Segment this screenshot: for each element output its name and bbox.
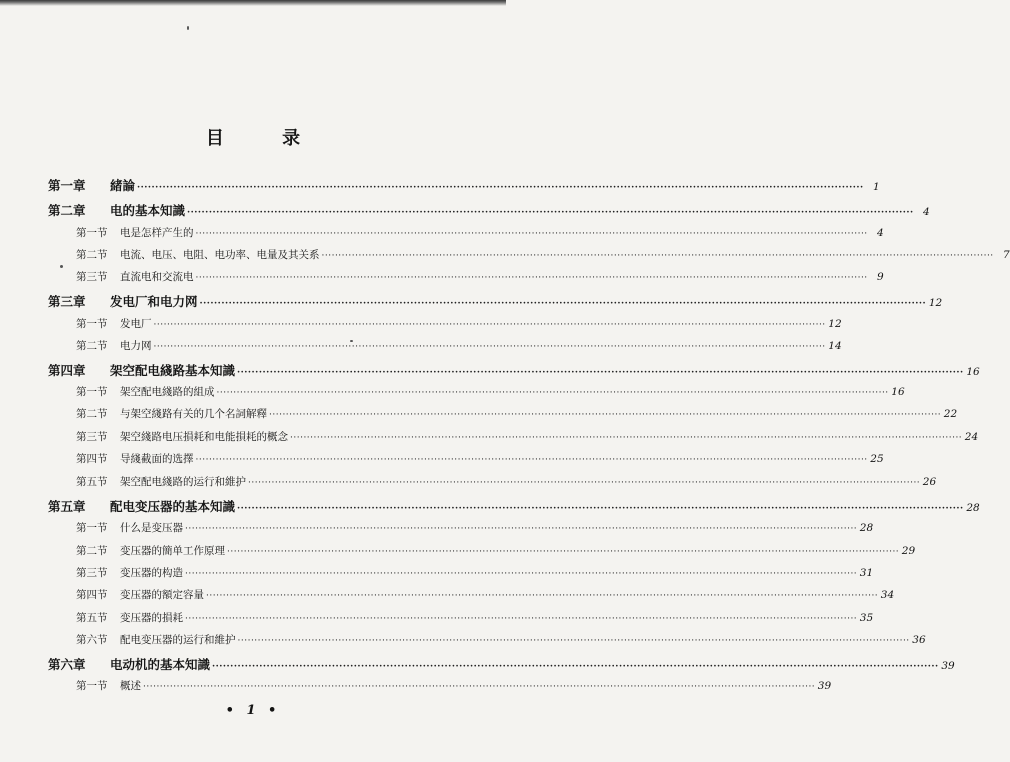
dot-leader: ········································································································································································································ [227, 547, 900, 557]
toc-entry-label: 架空綫路电压損耗和电能損耗的概念 [120, 431, 288, 443]
toc-entry-label: 架空配电綫路的运行和維护 [120, 476, 246, 488]
dot-leader: ········································································································································································································ [143, 682, 816, 692]
dot-leader: ········································································································································································································ [237, 636, 910, 646]
toc-section-row [76, 610, 874, 625]
toc-section-row [76, 225, 884, 240]
toc-page-number: 31 [859, 567, 874, 579]
toc-page-number: 36 [912, 634, 926, 646]
toc-entry-number: 第三节 [76, 567, 108, 579]
toc-entry-label: 电力网 [120, 340, 152, 352]
toc-page-number: 24 [964, 431, 979, 443]
toc-entry-label: 电动机的基本知識 [110, 657, 211, 672]
toc-section-row [76, 520, 874, 535]
toc-section-row [76, 384, 905, 399]
toc-entry-number: 第五节 [76, 612, 108, 624]
toc-page-number: 39 [817, 680, 832, 692]
toc-section-row [76, 543, 916, 558]
toc-entry-label: 架空配电綫路基本知識 [110, 363, 236, 378]
folio-number: 1 [246, 703, 260, 718]
toc-page-number: 12 [928, 297, 943, 309]
toc-page-number: 22 [943, 408, 958, 420]
toc-entry-number: 第二节 [76, 408, 108, 420]
toc-entry-label: 变压器的損耗 [120, 612, 183, 624]
dot-leader: ········································································································································································································ [248, 478, 921, 488]
toc-entry-number: 第四节 [76, 589, 108, 601]
toc-entry-number: 第二节 [76, 249, 108, 261]
toc-entry-label: 导綫截面的选擇 [120, 453, 194, 465]
folio-mark-right: • [259, 703, 281, 718]
toc-page-number: 26 [922, 476, 937, 488]
toc-page-number: 12 [828, 318, 842, 330]
toc-entry-label: 变压器的額定容量 [120, 589, 204, 601]
toc-page-number: 28 [966, 502, 980, 514]
page-number [0, 703, 506, 718]
page-title: 目 录 [205, 128, 327, 149]
toc-entry-number: 第一节 [76, 522, 108, 534]
dot-leader: ········································································································································································································ [321, 251, 994, 261]
toc-entry-number: 第一节 [76, 318, 108, 330]
folio-mark-left: • [225, 703, 247, 718]
toc-page-number: 4 [923, 206, 930, 218]
toc-page-number: 16 [891, 386, 905, 398]
toc-section-row [76, 247, 1010, 262]
toc-section-row [76, 451, 884, 466]
toc-entry-label: 与架空綫路有关的几个名詞解釋 [120, 408, 267, 420]
toc-entry-number: 第二节 [76, 545, 108, 557]
toc-page-number: 14 [828, 340, 842, 352]
toc-chapter-row [48, 497, 980, 515]
toc-entry-number: 第五节 [76, 476, 108, 488]
toc-entry-number: 第一节 [76, 227, 108, 239]
toc-entry-number: 第三节 [76, 271, 108, 283]
toc-page-number: 7 [1002, 249, 1010, 261]
toc-entry-number: 第三章 [48, 294, 86, 309]
dot-leader: ········································································································································································································ [237, 368, 964, 378]
toc-entry-label: 变压器的构造 [120, 567, 183, 579]
toc-entry-number: 第二章 [48, 203, 86, 218]
dot-leader: ········································································································································································································ [153, 342, 826, 352]
toc-page-number: 1 [873, 181, 880, 193]
dot-leader: ········································································································································································································ [185, 569, 858, 579]
toc-entry-number: 第四节 [76, 453, 108, 465]
toc-section-row [76, 316, 842, 331]
dot-leader: ········································································································································································································ [137, 183, 864, 193]
toc-section-row [76, 587, 895, 602]
toc-chapter-row [48, 655, 955, 673]
dot-leader: ········································································································································································································ [195, 273, 868, 283]
toc-entry-label: 直流电和交流电 [120, 271, 194, 283]
dot-leader: ········································································································································································································ [187, 208, 914, 218]
toc-section-row [76, 565, 874, 580]
toc-entry-label: 发电厂 [120, 318, 152, 330]
toc-entry-number: 第一节 [76, 680, 108, 692]
toc-entry-number: 第五章 [48, 499, 86, 514]
toc-entry-number: 第一章 [48, 178, 86, 193]
toc-entry-label: 电流、电压、电阻、电功率、电量及其关系 [120, 249, 320, 261]
dot-leader: ········································································································································································································ [216, 388, 889, 398]
toc-chapter-row [48, 361, 980, 379]
dot-leader: ········································································································································································································ [185, 614, 858, 624]
toc-entry-number: 第六节 [76, 634, 108, 646]
toc-page-number: 28 [859, 522, 874, 534]
toc-entry-number: 第六章 [48, 657, 86, 672]
dot-leader: ········································································································································································································ [290, 433, 963, 443]
toc-section-row [76, 406, 958, 421]
toc-section-row [76, 632, 926, 647]
toc-entry-label: 发电厂和电力网 [110, 294, 198, 309]
toc-page-number: 25 [870, 453, 884, 465]
toc-entry-label: 电是怎样产生的 [120, 227, 194, 239]
toc-entry-label: 电的基本知識 [110, 203, 186, 218]
toc-section-row [76, 474, 937, 489]
dot-leader: ········································································································································································································ [195, 455, 868, 465]
toc-entry-label: 变压器的簡单工作原理 [120, 545, 225, 557]
toc-entry-label: 概述 [120, 680, 141, 692]
toc-entry-number: 第三节 [76, 431, 108, 443]
toc-entry-label: 配电变压器的基本知識 [110, 499, 236, 514]
toc-entry-number: 第四章 [48, 363, 86, 378]
dot-leader: ········································································································································································································ [269, 410, 942, 420]
toc-entry-label: 緒論 [110, 178, 136, 193]
toc-entry-label: 架空配电綫路的組成 [120, 386, 215, 398]
toc-page-number: 29 [901, 545, 916, 557]
toc-entry-label: 配电变压器的运行和維护 [120, 634, 236, 646]
toc-entry-number: 第一节 [76, 386, 108, 398]
dot-leader: ········································································································································································································ [153, 320, 826, 330]
dot-leader: ········································································································································································································ [212, 662, 939, 672]
toc-page-number: 16 [966, 366, 980, 378]
toc-page-number: 35 [859, 612, 874, 624]
toc-chapter-row [48, 201, 930, 219]
dot-leader: ········································································································································································································ [185, 524, 858, 534]
toc-section-row [76, 338, 842, 353]
toc-page-number: 9 [876, 271, 884, 283]
toc-section-row [76, 429, 979, 444]
dot-leader: ········································································································································································································ [199, 299, 927, 309]
toc-chapter-row [48, 292, 943, 310]
toc-entry-label: 什么是变压器 [120, 522, 183, 534]
toc-page-number: 34 [880, 589, 895, 601]
dot-leader: ········································································································································································································ [206, 591, 879, 601]
toc-section-row [76, 678, 832, 693]
dot-leader: ········································································································································································································ [237, 504, 964, 514]
dot-leader: ········································································································································································································ [195, 229, 868, 239]
toc-chapter-row [48, 176, 880, 194]
toc-section-row [76, 269, 884, 284]
toc-page-number: 4 [876, 227, 884, 239]
toc-entry-number: 第二节 [76, 340, 108, 352]
toc-page-number: 39 [941, 660, 955, 672]
